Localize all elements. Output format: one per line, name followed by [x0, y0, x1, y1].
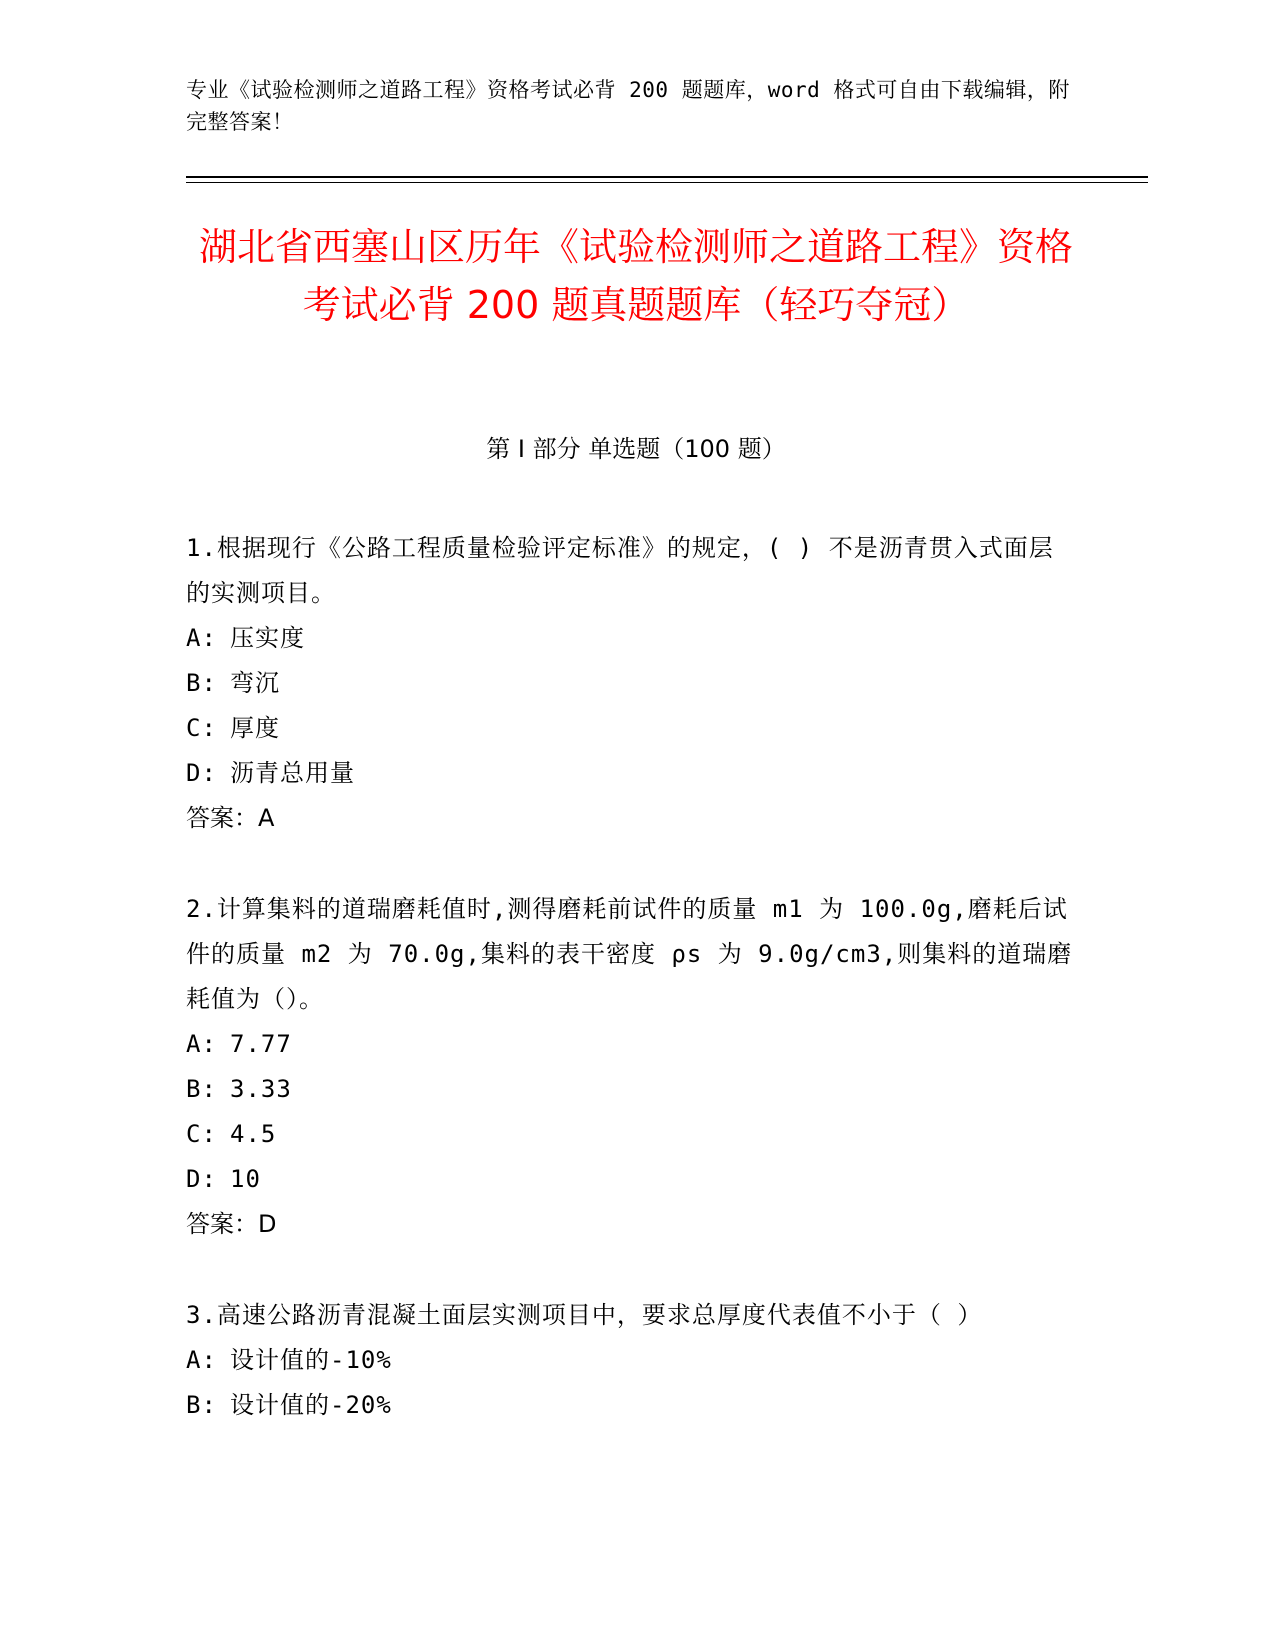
option-text: 弯沉	[230, 669, 280, 697]
option-letter: C:	[186, 714, 217, 742]
option-letter: B:	[186, 1075, 217, 1103]
option-c	[186, 1112, 1076, 1157]
option-letter: B:	[186, 1391, 217, 1419]
option-a	[186, 1022, 1076, 1067]
option-b	[186, 1383, 1076, 1428]
option-text: 7.77	[230, 1030, 292, 1058]
question-3	[186, 1293, 1076, 1428]
option-d	[186, 751, 1076, 796]
answer-line: 答案：D	[186, 1210, 277, 1238]
question-stem: 1.根据现行《公路工程质量检验评定标准》的规定，( ) 不是沥青贯入式面层的实测项目。	[186, 534, 1054, 607]
header-divider-thick	[186, 176, 1148, 178]
section-title: 第 I 部分 单选题（100 题）	[486, 435, 786, 463]
option-letter: D:	[186, 1165, 217, 1193]
option-text: 3.33	[230, 1075, 292, 1103]
option-letter: B:	[186, 669, 217, 697]
question-list	[186, 526, 1076, 1474]
option-text: 沥青总用量	[230, 759, 355, 787]
option-letter: A:	[186, 1030, 217, 1058]
option-c	[186, 706, 1076, 751]
question-stem: 3.高速公路沥青混凝土面层实测项目中，要求总厚度代表值不小于（ ）	[186, 1301, 983, 1329]
answer-line: 答案：A	[186, 804, 275, 832]
question-stem: 2.计算集料的道瑞磨耗值时,测得磨耗前试件的质量 m1 为 100.0g,磨耗后试件的质量 m2 为 70.0g,集料的表干密度 ρs 为 9.0g/cm3,则集料的道瑞磨耗值为（）。	[186, 895, 1073, 1013]
option-text: 厚度	[230, 714, 280, 742]
question-1	[186, 526, 1076, 841]
option-a	[186, 616, 1076, 661]
option-letter: A:	[186, 624, 217, 652]
option-b	[186, 661, 1076, 706]
option-d	[186, 1157, 1076, 1202]
option-text: 4.5	[230, 1120, 277, 1148]
option-text: 设计值的-20%	[230, 1391, 392, 1419]
option-letter: A:	[186, 1346, 217, 1374]
option-text: 设计值的-10%	[230, 1346, 392, 1374]
question-2	[186, 887, 1076, 1247]
option-text: 压实度	[230, 624, 305, 652]
option-a	[186, 1338, 1076, 1383]
header-note: 专业《试验检测师之道路工程》资格考试必背 200 题题库，word 格式可自由下载编辑，附完整答案！	[186, 78, 1070, 134]
document-title: 湖北省西塞山区历年《试验检测师之道路工程》资格考试必背 200 题真题题库（轻巧夺冠）	[198, 225, 1073, 327]
header-divider-thin	[186, 182, 1148, 183]
option-b	[186, 1067, 1076, 1112]
option-text: 10	[230, 1165, 261, 1193]
option-letter: D:	[186, 759, 217, 787]
option-letter: C:	[186, 1120, 217, 1148]
